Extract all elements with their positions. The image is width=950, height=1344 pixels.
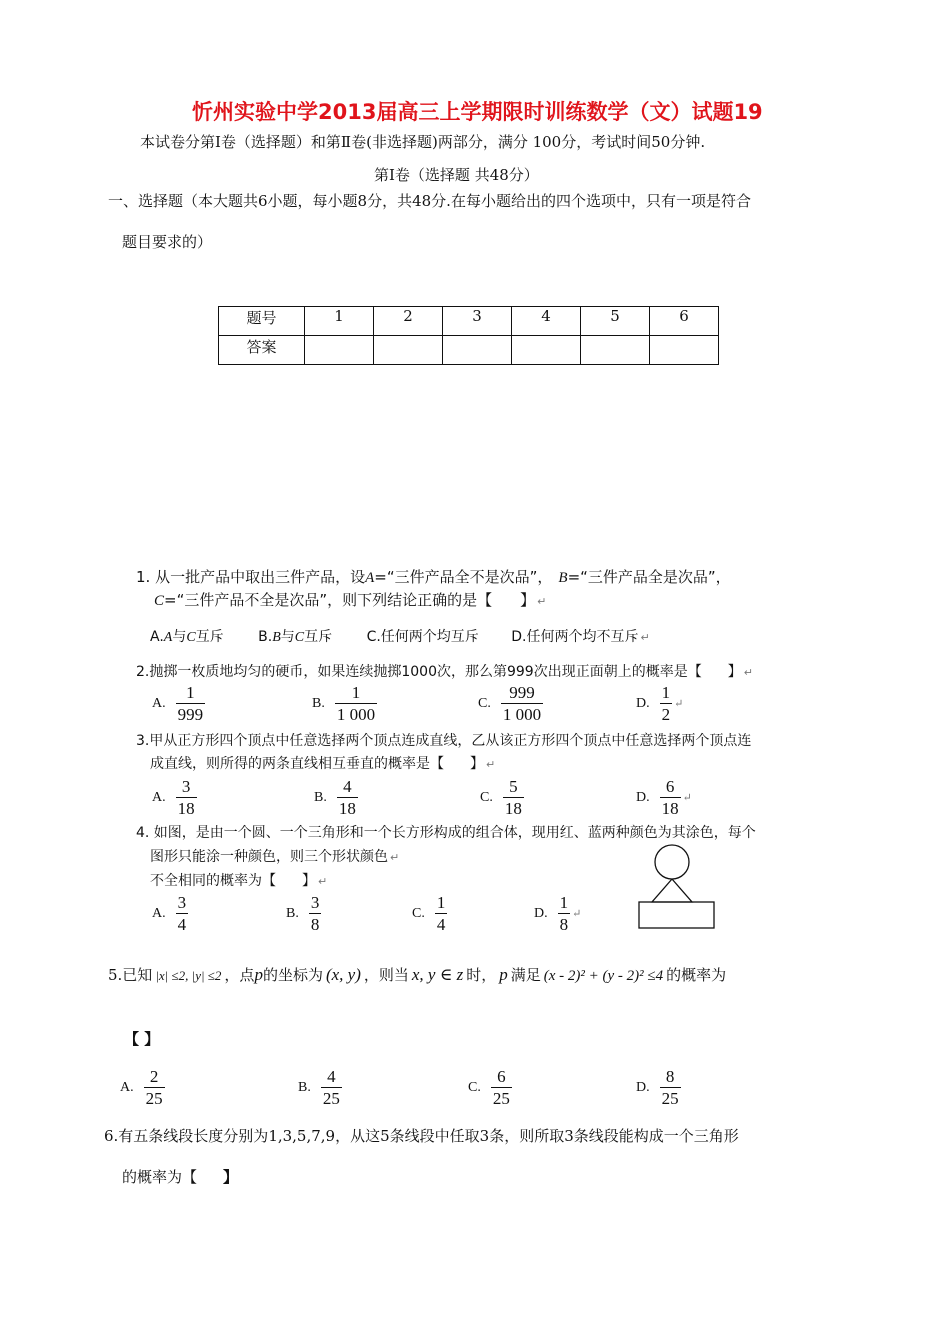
table-row: [219, 307, 719, 336]
option-text: 与: [280, 629, 295, 645]
q2-option-c[interactable]: [478, 682, 543, 725]
option-label: C.: [480, 789, 493, 805]
para-mark-icon: ↵: [640, 631, 650, 644]
numerator: 1: [186, 683, 195, 702]
q1-option-b[interactable]: [258, 629, 332, 645]
option-label: D.: [534, 905, 548, 921]
option-label: B.: [258, 629, 273, 645]
numerator: 1: [436, 893, 446, 912]
option-label: A.: [152, 695, 166, 711]
q5-text: 的坐标为: [262, 966, 323, 984]
numerator: 3: [177, 893, 187, 912]
section1-line1: 一、选择题（本大题共6小题，每小题8分，共48分.在每小题给出的四个选项中，只有一项是符合: [108, 192, 751, 210]
q4-close: 】: [302, 873, 316, 889]
denominator: 999: [177, 705, 204, 724]
denominator: 2: [661, 705, 671, 724]
table-cell: 2: [374, 307, 443, 336]
q3-line2: [150, 753, 495, 773]
page-title: 忻州实验中学2013届高三上学期限时训练数学（文）试题19: [192, 100, 763, 124]
q6-line1: 6.有五条线段长度分别为1,3,5,7,9，从这5条线段中任取3条，则所取3条线段能构成一个三角形: [104, 1127, 739, 1145]
denominator: 25: [322, 1089, 340, 1108]
denominator: 1 000: [336, 705, 376, 724]
denominator: 18: [504, 799, 522, 818]
option-math: A: [163, 630, 173, 645]
table-cell: 答案: [219, 336, 305, 365]
table-cell: 1: [305, 307, 374, 336]
q2-close: 】: [727, 664, 742, 680]
q4-option-b[interactable]: [286, 892, 321, 935]
q4-line2: [150, 846, 399, 866]
option-label: C.: [468, 1079, 481, 1095]
q4-option-a[interactable]: [152, 892, 188, 935]
part1-heading: 第Ⅰ卷（选择题 共48分）: [374, 166, 539, 184]
q5-text: 满足: [510, 966, 541, 984]
q5-math-p: p: [254, 965, 263, 984]
answer-cell-3[interactable]: [443, 336, 512, 365]
denominator: 18: [177, 799, 195, 818]
table-row: [219, 336, 719, 365]
numerator: 1: [661, 683, 671, 702]
table-cell: 4: [512, 307, 581, 336]
q5-option-b[interactable]: [298, 1066, 342, 1109]
triangle-shape: [652, 879, 692, 902]
option-label: C.: [412, 905, 425, 921]
q6-close: 】: [223, 1168, 239, 1186]
option-label: C.: [478, 695, 491, 711]
q2-option-a[interactable]: [152, 682, 205, 725]
table-cell: 5: [581, 307, 650, 336]
q4-option-c[interactable]: [412, 892, 447, 935]
numerator: 3: [310, 893, 320, 912]
option-label: B.: [314, 789, 327, 805]
q1-text-b: =“三件产品全不是次品”，: [374, 568, 553, 586]
q5-text: 5.已知: [108, 966, 153, 984]
fraction: [335, 682, 377, 725]
numerator: 6: [497, 1067, 506, 1086]
q5-option-c[interactable]: [468, 1066, 512, 1109]
q1-line1: [136, 566, 731, 587]
section1-line2: 题目要求的）: [122, 233, 213, 251]
q6-line2: [122, 1166, 238, 1187]
answer-cell-6[interactable]: [650, 336, 719, 365]
para-mark-icon: ↵: [537, 595, 547, 608]
numerator: 8: [665, 1067, 675, 1086]
option-label: B.: [298, 1079, 311, 1095]
q5-math-set: x, y ∈ z: [411, 965, 464, 984]
para-mark-icon: ↵: [674, 697, 684, 710]
option-math: B: [272, 630, 281, 645]
table-cell: 3: [443, 307, 512, 336]
q5-option-d[interactable]: [636, 1066, 681, 1109]
intro-text: 本试卷分第Ⅰ卷（选择题）和第Ⅱ卷(非选择题)两部分，满分 100分，考试时间50分钟.: [140, 133, 706, 151]
para-mark-icon: ↵: [743, 666, 753, 679]
q4-line1: 4. 如图，是由一个圆、一个三角形和一个长方形构成的组合体，现用红、蓝两种颜色为其涂色，每个: [136, 825, 756, 841]
q5-bracket: 【 】: [124, 1030, 160, 1048]
denominator: 25: [145, 1089, 163, 1108]
q1-close: 】: [520, 591, 536, 609]
option-label: B.: [286, 905, 299, 921]
option-label: D.: [636, 789, 650, 805]
option-label: D.: [636, 1079, 650, 1095]
q6-text: 的概率为【: [122, 1168, 198, 1186]
q1-options: [150, 626, 650, 646]
denominator: 8: [310, 915, 320, 934]
numerator: 2: [149, 1067, 159, 1086]
q5-inequality-math: (x - 2)² + (y - 2)² ≤4: [543, 968, 664, 984]
q5-stem: [108, 964, 726, 985]
q4-line3: [150, 870, 327, 890]
answer-cell-1[interactable]: [305, 336, 374, 365]
fraction: [321, 1066, 342, 1109]
q1-option-d[interactable]: D.任何两个均不互斥: [511, 629, 639, 645]
numerator: 999: [509, 683, 535, 702]
q4-text: 图形只能涂一种颜色，则三个形状颜色: [150, 849, 388, 865]
fraction: [144, 1066, 165, 1109]
table-cell: 题号: [219, 307, 305, 336]
numerator: 4: [343, 777, 352, 796]
numerator: 3: [181, 777, 191, 796]
numerator: 6: [665, 777, 675, 796]
option-math: C: [186, 630, 196, 645]
circle-shape: [655, 845, 689, 879]
fraction: [337, 776, 358, 819]
q3-close: 】: [470, 756, 484, 772]
q3-option-a[interactable]: [152, 776, 197, 819]
rectangle-shape: [639, 902, 714, 928]
denominator: 18: [338, 799, 356, 818]
para-mark-icon: ↵: [390, 851, 400, 864]
q5-text: 的概率为: [666, 966, 727, 984]
numerator: 1: [559, 893, 569, 912]
fraction: [660, 1066, 681, 1109]
table-cell: 6: [650, 307, 719, 336]
para-mark-icon: ↵: [486, 758, 496, 771]
q1-text-a: 1. 从一批产品中取出三件产品，设: [136, 568, 366, 586]
para-mark-icon: ↵: [682, 791, 692, 804]
q1-option-c[interactable]: C.任何两个均互斥: [366, 629, 479, 645]
fraction: [503, 776, 524, 819]
numerator: 5: [509, 777, 518, 796]
para-mark-icon: ↵: [572, 907, 582, 920]
fraction: [660, 776, 681, 819]
option-label: A.: [152, 789, 166, 805]
q1-event-b: B: [558, 570, 568, 586]
q1-line2: [154, 589, 546, 610]
q1-text-d: =“三件产品不全是次品”，则下列结论正确的是【: [164, 591, 493, 609]
answer-table: [218, 306, 719, 365]
denominator: 4: [177, 915, 187, 934]
fraction: [435, 892, 448, 935]
q2-stem: [136, 661, 753, 681]
q4-figure-diagram: [636, 842, 718, 932]
q3-text: 成直线，则所得的两条直线相互垂直的概率是【: [150, 756, 444, 772]
option-math: C: [294, 630, 305, 645]
fraction: [309, 892, 322, 935]
q2-option-b[interactable]: [312, 682, 377, 725]
q2-option-d[interactable]: [636, 682, 683, 725]
option-text: 与: [172, 629, 187, 645]
denominator: 8: [559, 915, 569, 934]
fraction: [491, 1066, 512, 1109]
answer-cell-4[interactable]: [512, 336, 581, 365]
q1-option-a[interactable]: [150, 629, 224, 645]
option-label: D.: [636, 695, 650, 711]
option-label: B.: [312, 695, 325, 711]
option-label: A.: [120, 1079, 134, 1095]
q5-condition-math: |x| ≤2, |y| ≤2: [155, 968, 222, 983]
q2-text: 2.抛掷一枚质地均匀的硬币，如果连续抛掷1000次，那么第999次出现正面朝上的概率是【: [136, 664, 702, 680]
fraction: [176, 682, 206, 725]
q5-text: ，则当: [363, 966, 409, 984]
q5-math-p: p: [499, 965, 508, 984]
option-text: 互斥: [195, 629, 224, 645]
denominator: 25: [661, 1089, 679, 1108]
q4-option-d[interactable]: [534, 892, 581, 935]
q3-option-c[interactable]: [480, 776, 524, 819]
answer-cell-5[interactable]: [581, 336, 650, 365]
q5-text: ，点: [224, 966, 255, 984]
fraction: [176, 776, 197, 819]
fraction: [660, 682, 673, 725]
q3-option-d[interactable]: [636, 776, 692, 819]
answer-cell-2[interactable]: [374, 336, 443, 365]
q1-event-a: A: [365, 570, 375, 586]
denominator: 1 000: [502, 705, 542, 724]
q5-math-xy: (x, y): [325, 965, 361, 984]
para-mark-icon: ↵: [318, 875, 328, 888]
fraction: [501, 682, 543, 725]
numerator: 4: [327, 1067, 336, 1086]
q3-option-b[interactable]: [314, 776, 358, 819]
q1-event-c: C: [154, 593, 165, 609]
fraction: [558, 892, 571, 935]
q1-text-c: =“三件产品全是次品”，: [567, 568, 731, 586]
option-label: A.: [152, 905, 166, 921]
numerator: 1: [351, 683, 361, 702]
denominator: 18: [661, 799, 679, 818]
fraction: [176, 892, 189, 935]
q5-option-a[interactable]: [120, 1066, 165, 1109]
option-text: 互斥: [304, 629, 333, 645]
q5-text: 时，: [466, 966, 497, 984]
q4-text: 不全相同的概率为【: [150, 873, 276, 889]
option-label: A.: [150, 629, 164, 645]
q3-line1: 3.甲从正方形四个顶点中任意选择两个顶点连成直线，乙从该正方形四个顶点中任意选择两个顶点连: [136, 733, 752, 749]
denominator: 25: [492, 1089, 510, 1108]
denominator: 4: [436, 915, 446, 934]
